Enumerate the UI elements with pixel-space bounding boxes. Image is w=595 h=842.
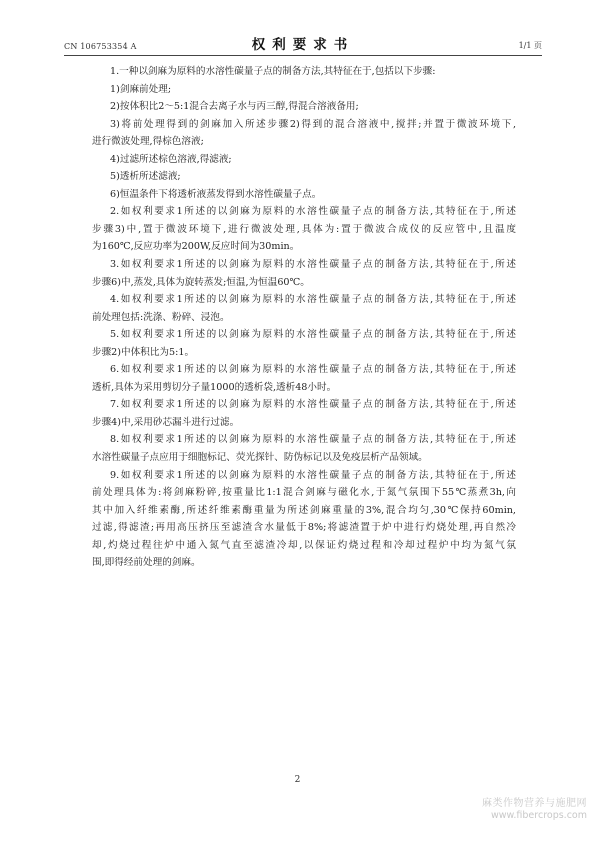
- claim-line: 4)过滤所述棕色溶液,得滤液;: [110, 153, 232, 165]
- claim-paragraph: [92, 256, 516, 291]
- claim-line: 5)透析所述滤液;: [110, 171, 181, 183]
- watermark-url: www.fibercrops.com: [490, 810, 587, 821]
- claim-paragraph: [92, 326, 516, 361]
- claim-line: 6.如权利要求1所述的以剑麻为原料的水溶性碳量子点的制备方法,其特征在于,所述: [110, 364, 516, 376]
- patent-number: CN 106753354 A: [64, 42, 137, 51]
- page-number: 2: [294, 775, 301, 785]
- claim-line: 前处理包括:洗涤、粉碎、浸泡。: [92, 311, 230, 323]
- claim-line: 步骤6)中,蒸发,具体为旋转蒸发;恒温,为恒温60℃。: [92, 276, 310, 288]
- claim-paragraph: [92, 81, 516, 99]
- claim-line: 却,灼烧过程往炉中通入氮气直至滤渣冷却,以保证灼烧过程和冷却过程炉中均为氮气氛: [92, 539, 516, 551]
- claim-line: 步骤4)中,采用砂芯漏斗进行过滤。: [92, 416, 240, 428]
- document-header: [64, 32, 542, 54]
- claim-paragraph: [92, 168, 516, 186]
- watermark: [482, 798, 587, 822]
- claim-line: 4.如权利要求1所述的以剑麻为原料的水溶性碳量子点的制备方法,其特征在于,所述: [110, 294, 516, 306]
- claim-line: 8.如权利要求1所述的以剑麻为原料的水溶性碳量子点的制备方法,其特征在于,所述: [110, 434, 516, 446]
- claim-paragraph: [92, 396, 516, 431]
- claim-line: 5.如权利要求1所述的以剑麻为原料的水溶性碳量子点的制备方法,其特征在于,所述: [110, 329, 516, 341]
- claim-paragraph: [92, 98, 516, 116]
- claims-body: [92, 63, 516, 572]
- claim-line: 2)按体积比2～5:1混合去离子水与丙三醇,得混合溶液备用;: [110, 101, 359, 113]
- claim-line: 6)恒温条件下将透析液蒸发得到水溶性碳量子点。: [110, 188, 322, 200]
- claim-line: 7.如权利要求1所述的以剑麻为原料的水溶性碳量子点的制备方法,其特征在于,所述: [110, 399, 516, 411]
- claim-paragraph: [92, 467, 516, 572]
- claim-line: 3)将前处理得到的剑麻加入所述步骤2)得到的混合溶液中,搅拌;并置于微波环境下,: [110, 118, 516, 130]
- claim-line: 步骤2)中体积比为5:1。: [92, 346, 195, 358]
- claim-line: 进行微波处理,得棕色溶液;: [92, 136, 204, 148]
- claim-line: 9.如权利要求1所述的以剑麻为原料的水溶性碳量子点的制备方法,其特征在于,所述: [110, 469, 516, 481]
- claim-line: 3.如权利要求1所述的以剑麻为原料的水溶性碳量子点的制备方法,其特征在于,所述: [110, 259, 516, 271]
- watermark-text: 麻类作物营养与施肥网: [482, 798, 587, 809]
- page-indicator: 1/1 页: [518, 41, 542, 50]
- claim-line: 为160℃,反应功率为200W,反应时间为30min。: [92, 241, 300, 253]
- claim-line: 其中加入纤维素酶,所述纤维素酶重量为所述剑麻重量的3%,混合均匀,30℃保持60min,: [92, 504, 516, 516]
- claim-paragraph: [92, 186, 516, 204]
- claim-paragraph: [92, 291, 516, 326]
- claim-line: 过滤,得滤渣;再用高压挤压至滤渣含水量低于8%;将滤渣置于炉中进行灼烧处理,再自然冷: [92, 522, 516, 534]
- claim-line: 前处理具体为:将剑麻粉碎,按重量比1:1混合剑麻与磁化水,于氮气氛围下55℃蒸煮3h,向: [92, 487, 516, 499]
- claim-line: 透析,具体为采用剪切分子量1000的透析袋,透析48小时。: [92, 381, 337, 393]
- claim-line: 1)剑麻前处理;: [110, 83, 172, 95]
- claim-line: 2.如权利要求1所述的以剑麻为原料的水溶性碳量子点的制备方法,其特征在于,所述: [110, 206, 516, 218]
- claim-line: 围,即得经前处理的剑麻。: [92, 557, 201, 569]
- claim-paragraph: [92, 151, 516, 169]
- claim-paragraph: [92, 361, 516, 396]
- claim-paragraph: [92, 203, 516, 256]
- claim-line: 水溶性碳量子点应用于细胞标记、荧光探针、防伪标记以及免疫层析产品领域。: [92, 452, 428, 464]
- claim-line: 1.一种以剑麻为原料的水溶性碳量子点的制备方法,其特征在于,包括以下步骤:: [110, 66, 436, 77]
- claim-paragraph: [92, 431, 516, 466]
- header-rule: [64, 55, 542, 56]
- document-title: 权利要求书: [251, 37, 355, 53]
- claim-paragraph: [92, 116, 516, 151]
- claim-line: 步骤3)中,置于微波环境下,进行微波处理,具体为:置于微波合成仪的反应管中,且温度: [92, 223, 516, 235]
- claim-paragraph: [92, 63, 516, 81]
